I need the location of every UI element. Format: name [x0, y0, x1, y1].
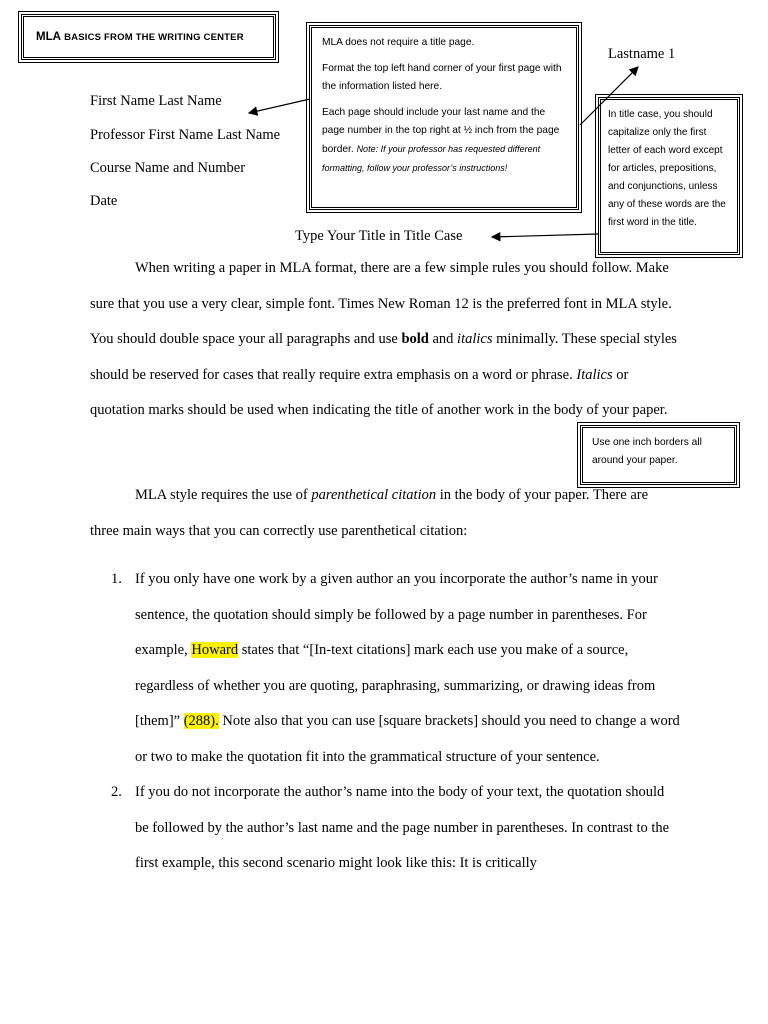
title-rest: BASICS FROM THE WRITING CENTER [64, 31, 244, 43]
heading-professor: Professor First Name Last Name [90, 127, 281, 143]
list-item-text: If you do not incorporate the author’s name into the body of your text, the quotation should be followed by the author’s last name and the page number in parentheses. In contrast to the first example, this second scenario might look like this: It is critically [135, 784, 670, 871]
paragraph-fonts [90, 251, 678, 429]
paragraph-citation-text1: MLA style requires the use of [135, 487, 312, 503]
paragraph-fonts-text4: or quotation marks should be used when indicating the title of another work in the body of your paper. [90, 366, 668, 418]
paragraph-fonts-text2: and [428, 331, 458, 347]
arrow-to-page-number [580, 67, 638, 125]
arrow-to-title [492, 234, 598, 237]
paragraph-fonts-text1: When writing a paper in MLA format, there are a few simple rules you should follow. Make sure that you use a very clear, simple font. Times New Roman 12 is the preferred font in MLA style. You should double space your all paragraphs and use [90, 260, 672, 347]
heading-name: First Name Last Name [90, 93, 222, 109]
paragraph-bold-word: bold [401, 331, 429, 347]
callout-format-note: Note: If your professor has requested different formatting, follow your professor’s instructions! [322, 144, 541, 173]
list-item-text: Note also that you can use [square brackets] should you need to change a word or two to make the quotation fit into the grammatical structure of your sentence. [135, 713, 680, 765]
paragraph-citation-text2: in the body of your paper. There are three main ways that you can correctly use parenthetical citation: [90, 487, 649, 539]
arrow-to-heading [249, 99, 310, 113]
paper-title: Type Your Title in Title Case [295, 228, 463, 244]
paragraph-italics-word: italics [457, 331, 493, 347]
list-item [111, 562, 680, 775]
list-item-text: If you only have one work by a given author an you incorporate the author’s name in your sentence, the quotation should simply be followed by a page number in parentheses. For example, [135, 571, 658, 658]
list-item [111, 775, 680, 882]
callout-format-line2: Format the top left hand corner of your first page with the information listed here. [322, 63, 562, 92]
list-item-text: states that “[In-text citations] mark each use you make of a source, regardless of whether you are quoting, paraphrasing, summarizing, or drawing ideas from [them]” [135, 642, 656, 729]
callout-format-line1: MLA does not require a title page. [322, 37, 475, 48]
callout-format-line3-text: Each page should include your last name and the page number in the top right at ½ inch from the page border. [322, 107, 560, 155]
citation-list [111, 562, 680, 882]
paragraph-citation-italic: parenthetical citation [311, 487, 437, 503]
heading-course: Course Name and Number [90, 160, 246, 176]
highlight-author: Howard [191, 642, 239, 658]
callout-borders: Use one inch borders all around your paper. [580, 425, 737, 485]
list-item-number: 2. [111, 784, 122, 800]
list-item-number: 1. [111, 571, 122, 587]
paragraph-italics-word-2: Italics [576, 366, 613, 383]
paragraph-citation [90, 478, 680, 549]
heading-date: Date [90, 193, 118, 209]
callout-title-case: In title case, you should capitalize only the first letter of each word except for articles, prepositions, and conjunctions, unless any of these words are the first word in the title. [598, 97, 740, 255]
title-main: MLA [36, 31, 61, 43]
page-number-header: Lastname 1 [608, 46, 676, 62]
paragraph-fonts-text3: minimally. These special styles should be reserved for cases that really require extra emphasis on a word or phrase. [90, 331, 677, 383]
highlight-page: (288). [183, 713, 219, 729]
